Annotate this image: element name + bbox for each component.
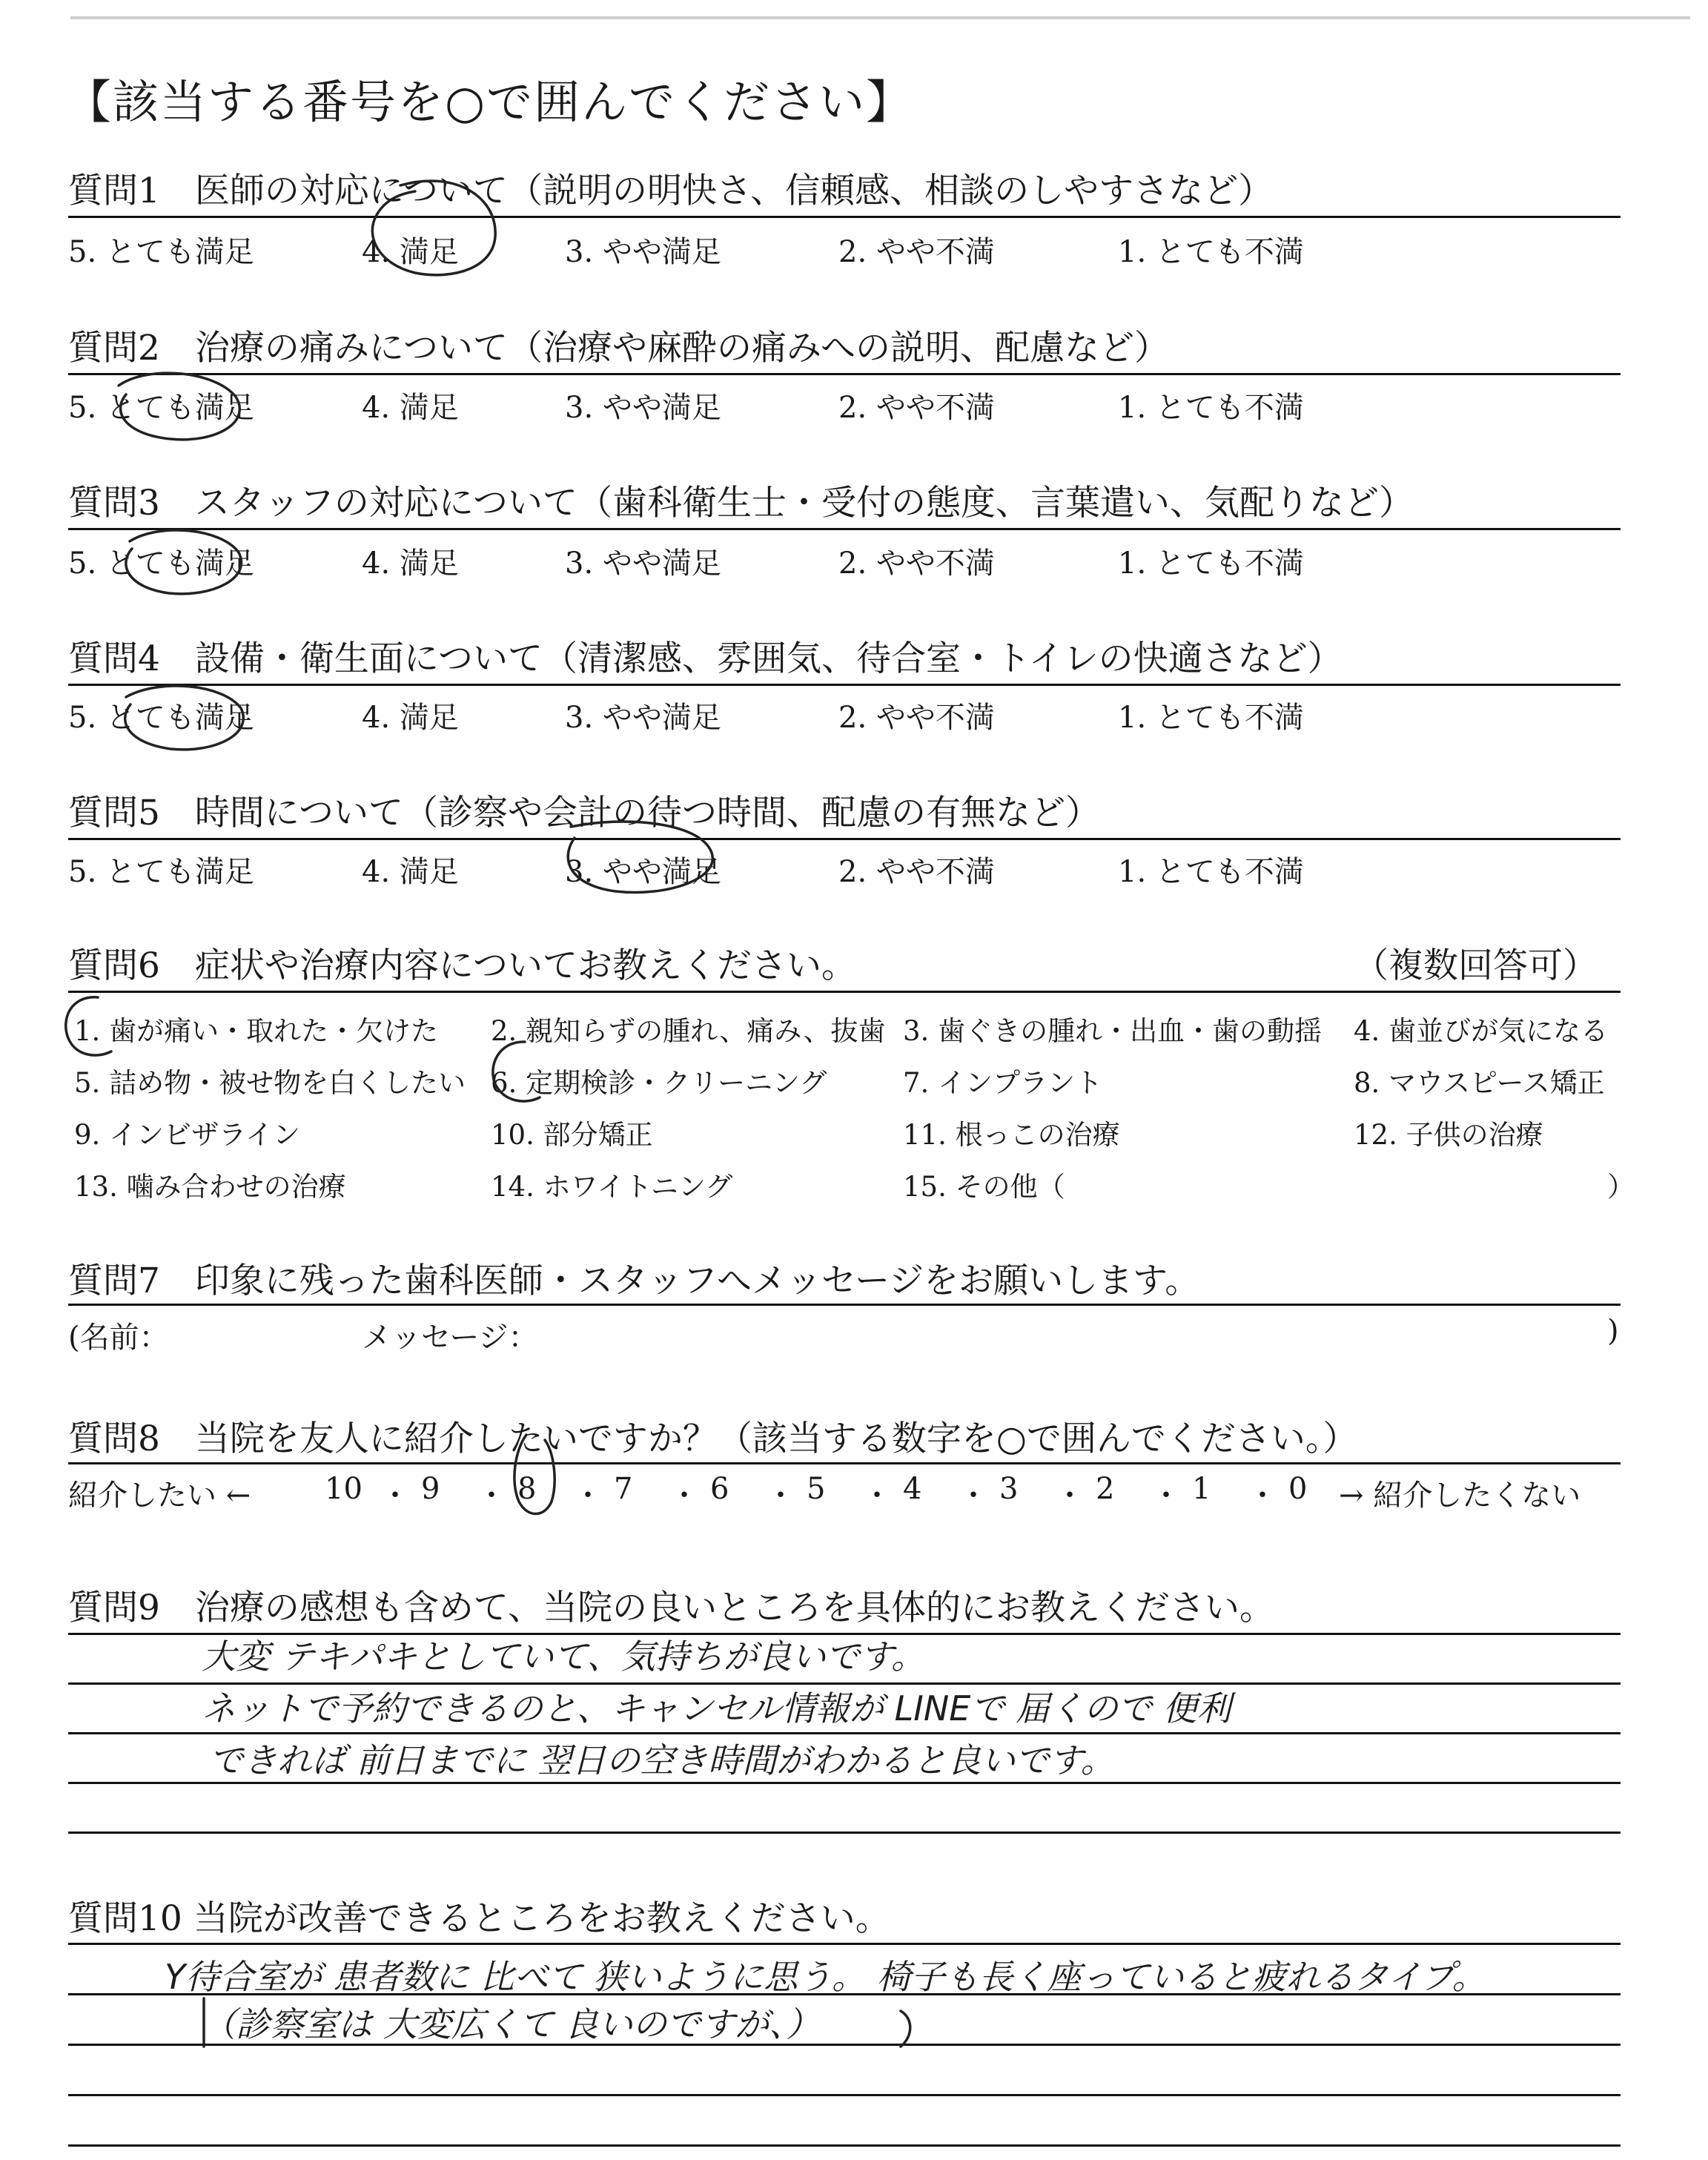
q6-item-3[interactable]: 3. 歯ぐきの腫れ・出血・歯の動揺	[903, 1015, 1323, 1047]
q10-bracket	[204, 1998, 910, 2047]
q8-heading: 質問8 当院を友人に紹介したいですか？（該当する数字を○で囲んでください。）	[68, 1418, 1358, 1459]
q6-item-12[interactable]: 12. 子供の治療	[1354, 1119, 1543, 1151]
q7-name-label: (名前：	[68, 1321, 169, 1355]
q8-left-label: 紹介したい ←	[68, 1479, 251, 1513]
q1-option-2[interactable]: 2. やや不満	[838, 235, 995, 269]
q4-option-2[interactable]: 2. やや不満	[838, 701, 995, 735]
q2-heading: 質問2 治療の痛みについて（治療や麻酔の痛みへの説明、配慮など）	[68, 328, 1170, 369]
q6-item-6[interactable]: 6. 定期検診・クリーニング	[491, 1067, 827, 1099]
q6-note: （複数回答可）	[1354, 945, 1598, 986]
q8-scale-0[interactable]: 0	[1288, 1472, 1308, 1506]
q8-scale-separator: ・	[573, 1479, 603, 1513]
q6-item-11[interactable]: 11. 根っこの治療	[903, 1119, 1120, 1151]
q10-answer-line-2: （診察室は 大変広くて 良いのですが、）	[202, 2004, 821, 2044]
q4-heading: 質問4 設備・衛生面について（清潔感、雰囲気、待合室・トイレの快適さなど）	[68, 638, 1343, 679]
q6-item-5[interactable]: 5. 詰め物・被せ物を白くしたい	[74, 1067, 466, 1099]
q3-option-4[interactable]: 4. 満足	[362, 546, 459, 581]
q8-scale-4[interactable]: 4	[903, 1472, 922, 1506]
q6-item-1[interactable]: 1. 歯が痛い・取れた・欠けた	[74, 1015, 439, 1047]
q9-answer-line-1: 大変 テキパキとしていて、気持ちが良いです。	[202, 1636, 926, 1677]
q6-item-8[interactable]: 8. マウスピース矯正	[1354, 1067, 1605, 1099]
q6-item1-selection-circle	[66, 997, 111, 1055]
q9-heading: 質問9 治療の感想も含めて、当院の良いところを具体的にお教えください。	[68, 1588, 1274, 1628]
q9-answer-line-3: できれば 前日までに 翌日の空き時間がわかると良いです。	[209, 1740, 1115, 1780]
q1-option-4[interactable]: 4. 満足	[362, 235, 459, 269]
q6-item-14[interactable]: 14. ホワイトニング	[491, 1171, 733, 1203]
q8-scale-10[interactable]: 10	[325, 1472, 363, 1506]
q2-option-2[interactable]: 2. やや不満	[838, 391, 995, 425]
q10-answer-line-1: Y待合室が 患者数に 比べて 狭いように思う。 椅子も長く座っていると疲れるタイプ。	[165, 1957, 1486, 1997]
q8-scale-separator: ・	[862, 1479, 892, 1513]
q1-option-1[interactable]: 1. とても不満	[1118, 235, 1304, 269]
q5-option-3[interactable]: 3. やや満足	[565, 855, 721, 889]
q4-option-3[interactable]: 3. やや満足	[565, 701, 721, 735]
q8-scale-3[interactable]: 3	[999, 1472, 1019, 1506]
q2-selection-circle	[119, 373, 239, 440]
q8-scale-1[interactable]: 1	[1192, 1472, 1211, 1506]
q3-option-2[interactable]: 2. やや不満	[838, 546, 995, 581]
q4-selection-circle	[125, 686, 244, 750]
q3-selection-circle	[126, 530, 242, 594]
q5-option-5[interactable]: 5. とても満足	[68, 855, 254, 889]
q6-item-13[interactable]: 13. 噛み合わせの治療	[74, 1171, 346, 1203]
q3-heading: 質問3 スタッフの対応について（歯科衛生士・受付の態度、言葉遣い、気配りなど）	[68, 483, 1414, 524]
q6-item-15-close: ）	[1607, 1171, 1635, 1203]
q3-option-5[interactable]: 5. とても満足	[68, 546, 254, 581]
q10-heading: 質問10 当院が改善できるところをお教えください。	[68, 1898, 890, 1939]
q8-selection-circle	[514, 1435, 555, 1514]
q8-scale-separator: ・	[1248, 1479, 1277, 1513]
page-title: 【該当する番号を○で囲んでください】	[65, 75, 914, 129]
q7-message-label: メッセージ：	[362, 1321, 538, 1355]
q6-item-10[interactable]: 10. 部分矯正	[491, 1119, 653, 1151]
q6-item-4[interactable]: 4. 歯並びが気になる	[1354, 1015, 1609, 1047]
q4-option-4[interactable]: 4. 満足	[362, 701, 459, 735]
q5-option-2[interactable]: 2. やや不満	[838, 855, 995, 889]
q2-option-5[interactable]: 5. とても満足	[68, 391, 254, 425]
q2-option-3[interactable]: 3. やや満足	[565, 391, 721, 425]
q9-answer-line-2: ネットで予約できるのと、キャンセル情報が LINEで 届くので 便利	[202, 1688, 1231, 1728]
q6-item-15[interactable]: 15. その他（	[903, 1171, 1065, 1203]
q8-scale-separator: ・	[380, 1479, 410, 1513]
q2-option-4[interactable]: 4. 満足	[362, 391, 459, 425]
q8-scale-separator: ・	[766, 1479, 795, 1513]
q7-close-paren: )	[1607, 1314, 1619, 1348]
q8-scale-9[interactable]: 9	[421, 1472, 440, 1506]
q5-option-1[interactable]: 1. とても不満	[1118, 855, 1304, 889]
q8-scale-2[interactable]: 2	[1096, 1472, 1115, 1506]
q1-heading: 質問1 医師の対応について（説明の明快さ、信頼感、相談のしやすさなど）	[68, 171, 1274, 211]
q4-option-1[interactable]: 1. とても不満	[1118, 701, 1304, 735]
q3-option-3[interactable]: 3. やや満足	[565, 546, 721, 581]
q4-option-5[interactable]: 5. とても満足	[68, 701, 254, 735]
q2-option-1[interactable]: 1. とても不満	[1118, 391, 1304, 425]
q6-item-9[interactable]: 9. インビザライン	[74, 1119, 300, 1151]
q5-heading: 質問5 時間について（診察や会計の待つ時間、配慮の有無など）	[68, 793, 1100, 833]
q8-scale-separator: ・	[477, 1479, 506, 1513]
q8-scale-separator: ・	[1055, 1479, 1085, 1513]
q1-selection-circle	[372, 181, 495, 275]
q8-right-label: → 紹介したくない	[1339, 1479, 1581, 1513]
q5-option-4[interactable]: 4. 満足	[362, 855, 459, 889]
q8-scale-separator: ・	[669, 1479, 699, 1513]
q6-heading: 質問6 症状や治療内容についてお教えください。	[68, 945, 856, 986]
q8-scale-separator: ・	[1151, 1479, 1181, 1513]
q5-selection-circle	[568, 822, 712, 892]
q8-scale-separator: ・	[959, 1479, 988, 1513]
q1-option-5[interactable]: 5. とても満足	[68, 235, 254, 269]
q6-item6-selection-circle	[493, 1042, 540, 1101]
q1-option-3[interactable]: 3. やや満足	[565, 235, 721, 269]
q3-option-1[interactable]: 1. とても不満	[1118, 546, 1304, 581]
q8-scale-6[interactable]: 6	[710, 1472, 729, 1506]
q8-scale-7[interactable]: 7	[614, 1472, 633, 1506]
q7-heading: 質問7 印象に残った歯科医師・スタッフへメッセージをお願いします。	[68, 1261, 1200, 1301]
q6-item-7[interactable]: 7. インプラント	[903, 1067, 1103, 1099]
q8-scale-5[interactable]: 5	[807, 1472, 826, 1506]
q8-scale-8[interactable]: 8	[517, 1472, 537, 1506]
q6-item-2[interactable]: 2. 親知らずの腫れ、痛み、抜歯	[491, 1015, 886, 1047]
